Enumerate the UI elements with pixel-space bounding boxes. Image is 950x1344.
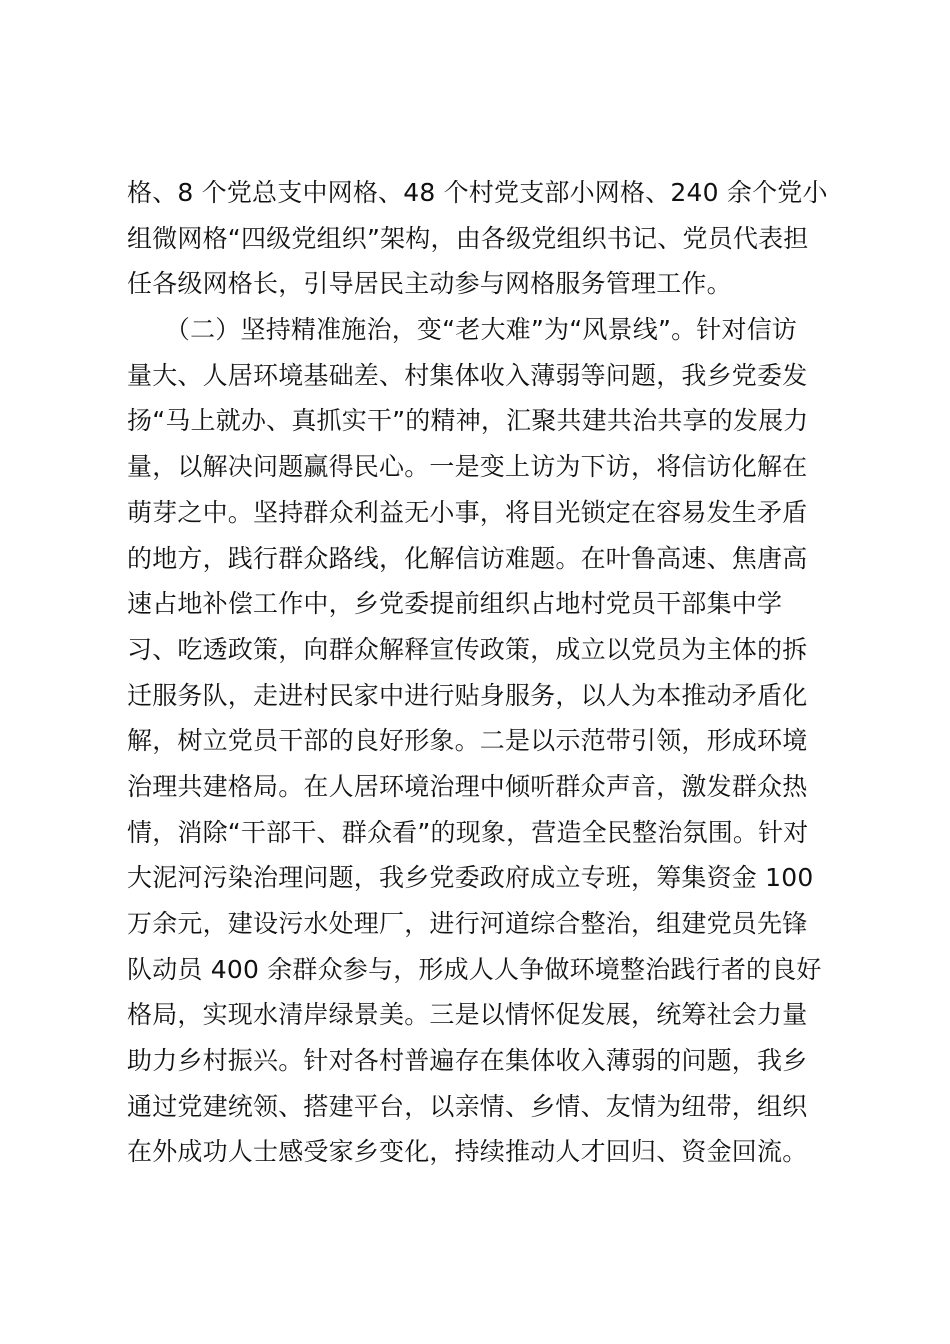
text-line: 格局，实现水清岸绿景美。三是以情怀促发展，统筹社会力量 [127,1000,808,1030]
text-line: 速占地补偿工作中，乡党委提前组织占地村党员干部集中学 [127,589,783,619]
text-line: 习、吃透政策，向群众解释宣传政策，成立以党员为主体的拆 [127,634,808,664]
text-line: 组微网格“四级党组织”架构，由各级党组织书记、党员代表担 [127,223,809,253]
text-line: 任各级网格长，引导居民主动参与网格服务管理工作。 [127,269,732,299]
text-line: 大泥河污染治理问题，我乡党委政府成立专班，筹集资金 100 [127,863,814,893]
text-line: 量，以解决问题赢得民心。一是变上访为下访，将信访化解在 [127,452,808,482]
text-line: 通过党建统领、搭建平台，以亲情、乡情、友情为纽带，组织 [127,1091,808,1121]
text-line: 助力乡村振兴。针对各村普遍存在集体收入薄弱的问题，我乡 [127,1046,808,1076]
text-line: 情，消除“干部干、群众看”的现象，营造全民整治氛围。针对 [127,817,809,847]
text-line: 治理共建格局。在人居环境治理中倾听群众声音，激发群众热 [127,771,808,801]
text-line: 在外成功人士感受家乡变化，持续推动人才回归、资金回流。 [127,1137,808,1167]
text-line: 量大、人居环境基础差、村集体收入薄弱等问题，我乡党委发 [127,360,808,390]
text-line: 扬“马上就办、真抓实干”的精神，汇聚共建共治共享的发展力 [127,406,809,436]
text-line: 的地方，践行群众路线，化解信访难题。在叶鲁高速、焦唐高 [127,543,808,573]
text-line: 迁服务队，走进村民家中进行贴身服务，以人为本推动矛盾化 [127,680,808,710]
text-line: 格、8 个党总支中网格、48 个村党支部小网格、240 余个党小 [127,178,828,207]
text-line: 解，树立党员干部的良好形象。二是以示范带引领，形成环境 [127,726,808,756]
body-text [127,170,827,1175]
text-line: 万余元，建设污水处理厂，进行河道综合整治，组建党员先锋 [127,909,808,938]
text-line: （二）坚持精准施治，变“老大难”为“风景线”。针对信访 [127,315,798,345]
text-line: 萌芽之中。坚持群众利益无小事，将目光锁定在容易发生矛盾 [127,497,808,527]
text-line: 队动员 400 余群众参与，形成人人争做环境整治践行者的良好 [127,954,822,984]
